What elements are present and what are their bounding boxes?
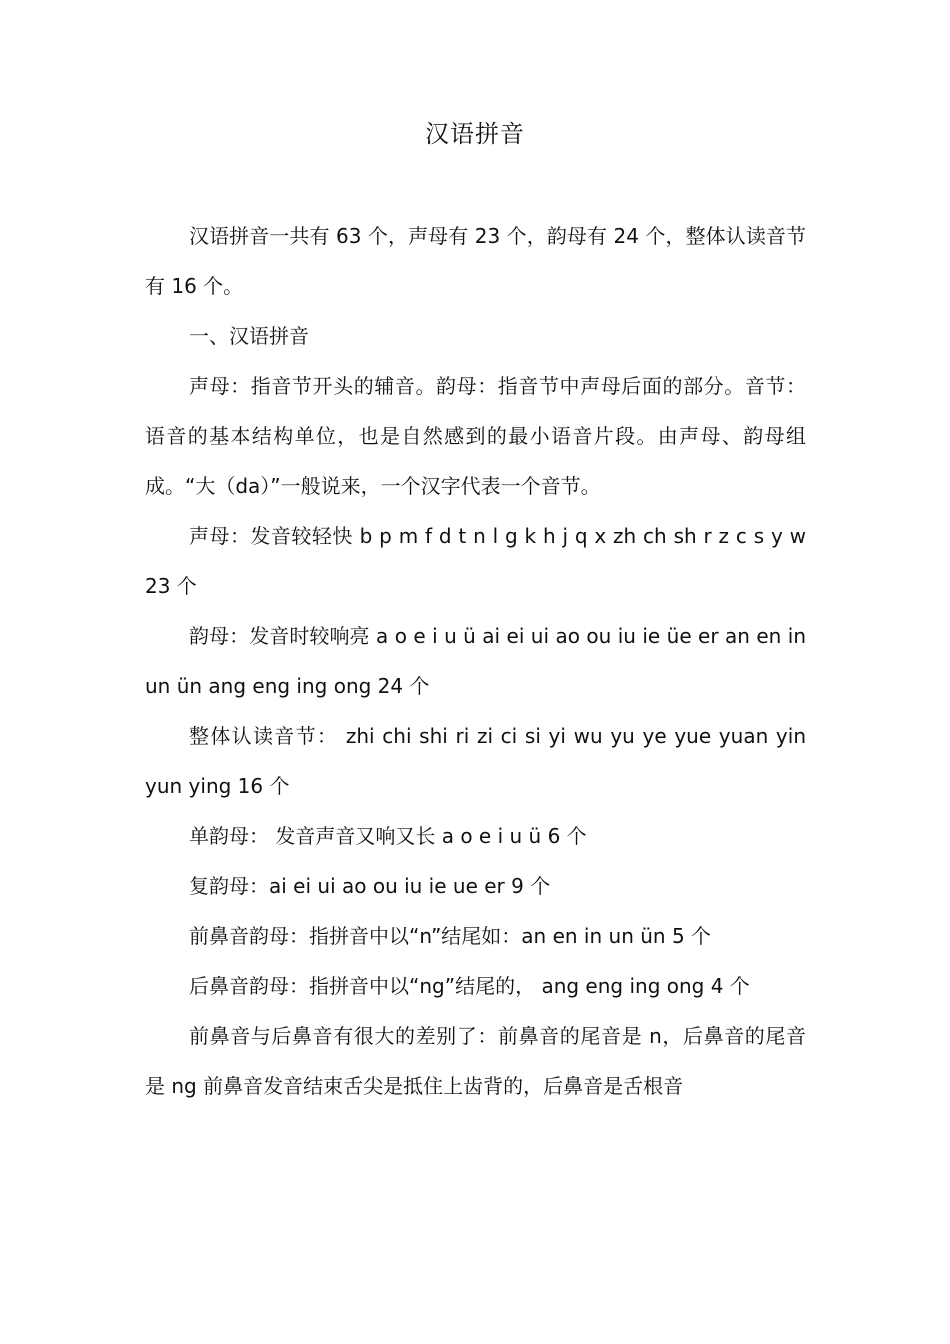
document-body (145, 211, 806, 1111)
paragraph-simple-finals: 单韵母： 发音声音又响又长 a o e i u ü 6 个 (189, 824, 587, 848)
paragraph-back-nasal-finals: 后鼻音韵母：指拼音中以“ng”结尾的， ang eng ing ong 4 个 (189, 974, 750, 998)
paragraph-definitions: 声母：指音节开头的辅音。韵母：指音节中声母后面的部分。音节：语音的基本结构单位，也是自然感到的最小语音片段。由声母、韵母组成。“大（da）”一般说来，一个汉字代表一个音节。 (145, 374, 806, 498)
paragraph-front-nasal-finals: 前鼻音韵母：指拼音中以“n”结尾如：an en in un ün 5 个 (189, 924, 712, 948)
paragraph-compound-finals: 复韵母：ai ei ui ao ou iu ie ue er 9 个 (189, 874, 551, 898)
paragraph-initials: 声母：发音较轻快 b p m f d t n l g k h j q x zh ch sh r z c s y w 23 个 (145, 524, 806, 598)
section-heading: 一、汉语拼音 (189, 324, 309, 348)
paragraph-nasal-difference: 前鼻音与后鼻音有很大的差别了：前鼻音的尾音是 n，后鼻音的尾音是 ng 前鼻音发音结束舌尖是抵住上齿背的，后鼻音是舌根音 (145, 1024, 806, 1098)
paragraph-finals: 韵母：发音时较响亮 a o e i u ü ai ei ui ao ou iu ie üe er an en in un ün ang eng ing ong 24 个 (145, 624, 806, 698)
paragraph-intro: 汉语拼音一共有 63 个，声母有 23 个，韵母有 24 个，整体认读音节有 16 个。 (145, 224, 806, 298)
paragraph-whole-syllables: 整体认读音节： zhi chi shi ri zi ci si yi wu yu ye yue yuan yin yun ying 16 个 (145, 724, 806, 798)
page-title: 汉语拼音 (425, 120, 525, 148)
